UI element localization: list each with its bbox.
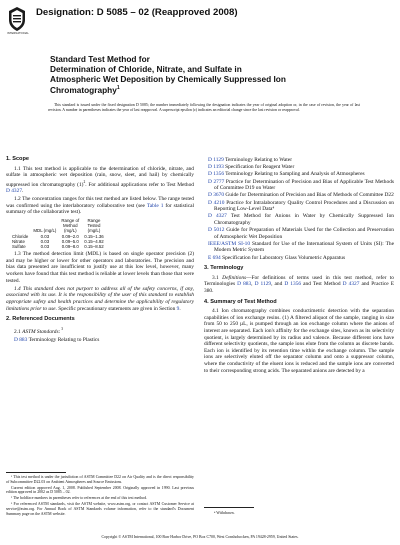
copyright-footer: Copyright © ASTM International, 100 Barr Harbor Drive, PO Box C700, West Conshohocken, PA 19428-2959, United States. (101, 535, 299, 539)
text: and Practice E 380. (204, 281, 395, 295)
logo-caption: INTERNATIONAL (7, 32, 29, 35)
text: ASTM Standards: (22, 328, 61, 335)
text: Specific precautionary statements are given in Section (56, 305, 177, 312)
footnote-1b: Current edition approved Aug. 1, 2008. Published September 2008. Originally approved in 1990. Last previous edition approved in 2002 as D 5085 – 02. (6, 485, 194, 495)
reference-link[interactable]: D 1356 (208, 171, 225, 178)
table-header: Range (87, 218, 101, 224)
title-line: Standard Test Method for (50, 54, 150, 64)
title-line-text: Chromatography (50, 84, 117, 95)
table-cell: 0.09–2.0 (61, 233, 79, 239)
link-d883[interactable]: D 883 (14, 336, 28, 343)
reference-title: Guide for Preparation of Materials Used for the Collection and Preservation of Atmospheric Wet Deposition (214, 227, 394, 240)
table-cell: Chloride (12, 233, 29, 239)
reference-title: Test Method for Anions in Water by Chemically Suppressed Ion Chromatography (214, 213, 394, 226)
text: , (251, 281, 255, 288)
link-d4327[interactable]: D 4327 (342, 281, 360, 288)
right-column (204, 157, 394, 376)
table-cell: 0.15–8.52 (84, 244, 104, 250)
title-footnote-marker: 1 (116, 84, 120, 91)
reference-item (204, 179, 394, 192)
table-cell: 0.03 (40, 244, 50, 250)
table-row (12, 244, 109, 249)
reference-title: Specification for Reagent Water (223, 164, 295, 171)
reference-list (204, 157, 394, 261)
table-header: (mg/L) (87, 228, 101, 234)
section-heading-terminology: 3. Terminology (204, 265, 244, 272)
text: for statistical summary of the collaborative test). (6, 202, 195, 216)
paragraph-4-1: 4.1 Ion chromatography combines conductimetric detection with the separation capabilities of ion exchange resins. (1) A filtered aliquot of the sample, ranging in size from 50 to 250 µL, is pumped through an ion exchange column where the anions of interest are separated. Each ion's affinity for the exchange sites, known as its selectivity quotient, is largely determined by its radius and valence. Because different ions have different selectivity quotients, the sample ions elute from the column as discrete bands. Each ion is identified by its retention time within the exchange column. The sample ions are selectively eluted off the separator column and onto a suppressor column, where the conductivity of the eluent ions is reduced and the sample ions are converted to their corresponding strong acids. The separated anions are detected by a (204, 308, 394, 374)
reference-item (204, 157, 394, 164)
table-cell: 0.15–4.92 (84, 238, 104, 244)
table-header: Range of (61, 218, 80, 224)
table-cell: 0.09–8.0 (61, 244, 79, 250)
text: Definitions (222, 274, 247, 281)
astm-logo-icon (8, 6, 26, 32)
document-title (50, 54, 370, 95)
reference-title: Terminology Relating to Water (223, 157, 292, 163)
paragraph-1-3: 1.3 The method detection limit (MDL) is based on single operator precision (2) and may be higher or lower for other operators and laboratories. The precision and bias data presented are insufficient to justify use at this low level, however, many workers have found that this test method is reliable at lower levels than those that were tested. (6, 251, 194, 284)
text: 2.1 (14, 328, 23, 335)
table-cell: 0.15–1.36 (84, 233, 104, 239)
footnote-1: ¹ This test method is under the jurisdiction of ASTM Committee D22 on Air Quality and is the direct responsibility of Subcommittee D22.03 on Ambient Atmospheres and Source Emissions. (6, 475, 194, 484)
table-cell: 0.03 (40, 233, 50, 239)
link-d4327[interactable]: D 4327 (6, 188, 23, 195)
footnote-marker: 2 (83, 179, 86, 184)
paragraph-1-4 (6, 286, 194, 312)
reference-link[interactable]: D 4210 (208, 199, 225, 206)
reference-link[interactable]: D 4327 (208, 213, 227, 220)
issuance-statement: This standard is issued under the fixed designation D 5085; the number immediately following the designation indicates the year of original adoption or, in the case of revision, the year of last revision. A number in parentheses indicates the year of last reapproval. A superscript epsilon (ε) indicates an editorial change since the last revision or reapproval. (48, 103, 360, 113)
concentration-range-table (12, 218, 109, 249)
text: Terminology Relating to Plastics (27, 336, 100, 343)
table-header: Tested (87, 223, 101, 229)
link-d883[interactable]: D 883 (237, 281, 252, 288)
reference-title: Standard for Use of the International System of Units (SI): The Modern Metric System (214, 240, 394, 254)
reference-item (204, 227, 394, 240)
reference-title: Specification for Laboratory Glass Volumetric Apparatus (220, 254, 346, 261)
reference-item (6, 337, 194, 344)
table-cell: Sulfate (12, 244, 26, 250)
link-d1129[interactable]: D 1129 (254, 281, 272, 288)
reference-item (204, 164, 394, 171)
footnote-marker: 3 (60, 326, 64, 331)
title-line: Determination of Chloride, Nitrate, and Sulfate in (50, 64, 242, 75)
table-cell: Nitrate (12, 238, 25, 244)
title-line (50, 85, 370, 95)
table-cell: 0.09–5.0 (61, 238, 79, 244)
footnotes (6, 475, 194, 518)
table-cell: 0.03 (40, 238, 50, 244)
link-d1356[interactable]: D 1356 (284, 281, 302, 288)
reference-item (204, 200, 394, 213)
text: . (179, 305, 181, 312)
section-heading-scope: 1. Scope (6, 156, 30, 162)
reference-link[interactable]: D 5012 (208, 227, 225, 234)
reference-item (204, 213, 394, 226)
reference-item (204, 171, 394, 178)
reference-title: Practice for Intralaboratory Quality Control Procedures and a Discussion on Reporting Low-Level Data⁴ (214, 199, 394, 213)
table-header: Method (62, 223, 78, 229)
text: 1.1 This test method is applicable to the determination of chloride, nitrate, and sulfate in atmospheric wet deposition (rain, snow, sleet, and hail) by chemically suppressed ion chromatography (1) (6, 165, 194, 188)
reference-item (204, 255, 394, 262)
table-header: MDL (mg/L) (33, 228, 57, 234)
footnote-3: ³ For referenced ASTM standards, visit the ASTM website, www.astm.org, or contact ASTM Customer Service at service@astm.org. For Annual Book of ASTM Standards volume information, refer to the standard's Document Summary page on the ASTM website. (6, 502, 194, 516)
text: and Test Method (301, 281, 343, 288)
link-section-9[interactable]: 9 (176, 305, 180, 312)
section-heading-summary: 4. Summary of Test Method (204, 298, 277, 305)
table-header: (mg/L) (63, 228, 77, 234)
footnote-divider (6, 472, 66, 473)
reference-item (204, 192, 394, 199)
reference-item (204, 241, 394, 254)
link-table-1[interactable]: Table 1 (146, 202, 164, 209)
text: . For additional applications refer to Test Method (85, 181, 194, 188)
text: . (22, 188, 24, 195)
text: , and (271, 281, 285, 288)
reference-link[interactable]: E 694 (208, 254, 221, 261)
text: 1.4 This standard does not purport to address all of the safety concerns, if any, associated with its use. It is the responsibility of the user of this standard to establish appropriate safety and health practices and determine the applicability of regulatory limitations prior to use. (6, 285, 194, 312)
reference-title: Terminology Relating to Sampling and Analysis of Atmospheres (224, 171, 365, 178)
reference-title: Practice for Determination of Precision and Bias of Applicable Test Methods of Committee D19 on Water (214, 178, 394, 192)
paragraph-1-1 (6, 166, 194, 195)
paragraph-2-1 (6, 326, 194, 335)
reference-title: Guide for Determination of Precision and Bias of Methods of Committee D22 (224, 192, 394, 199)
footnote-4: ⁴ Withdrawn. (214, 511, 235, 515)
title-line: Atmospheric Wet Deposition by Chemically Suppressed Ion (50, 74, 286, 85)
text: 3.1 (212, 274, 223, 281)
reference-link[interactable]: D 3670 (208, 192, 225, 199)
paragraph-1-2 (6, 196, 194, 216)
text: —For definitions of terms used in this test method, refer to Terminologies (204, 274, 395, 288)
text: 1.2 The concentration ranges for this test method are listed below. The range tested was confirmed using the interlaboratory collaborative test (see (6, 196, 194, 209)
reference-link[interactable]: IEEE/ASTM SI-10 (208, 240, 251, 247)
left-column (6, 156, 194, 344)
section-heading-referenced-documents: 2. Referenced Documents (6, 316, 75, 323)
reference-link[interactable]: D 1129 (208, 157, 224, 163)
paragraph-3-1 (204, 275, 394, 295)
designation-header: Designation: D 5085 – 02 (Reapproved 2008) (36, 7, 238, 18)
reference-link[interactable]: D 1193 (208, 164, 224, 171)
footnote-2: ² The boldface numbers in parentheses refer to references at the end of this test method. (11, 496, 148, 501)
footnote-divider (204, 507, 254, 508)
reference-link[interactable]: D 2777 (208, 178, 225, 185)
